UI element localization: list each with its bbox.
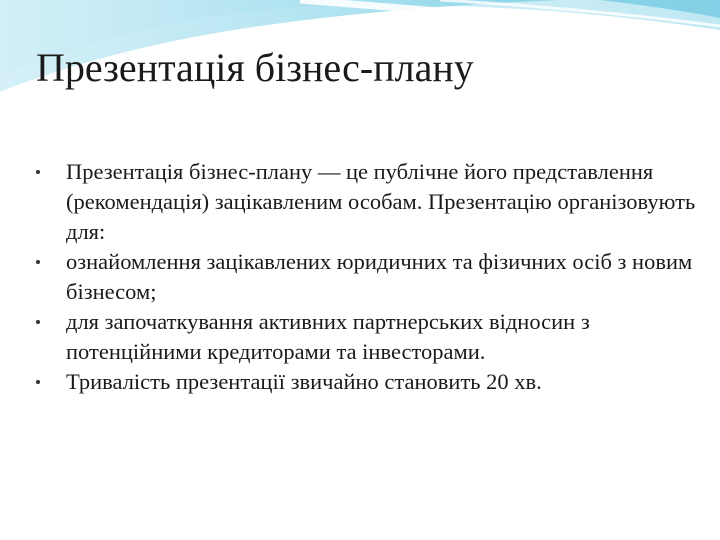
bullet-dot-icon [36, 170, 40, 174]
bullet-dot-icon [36, 320, 40, 324]
bullet-item [36, 157, 696, 247]
slide-title: Презентація бізнес-плану [36, 45, 474, 90]
bullet-text: Тривалість презентації звичайно становить 20 хв. [66, 369, 542, 394]
bullet-item [36, 247, 696, 307]
bullet-item [36, 307, 696, 367]
bullet-text: Презентація бізнес-плану — це публічне його представлення (рекомендація) зацікавленим особам. Презентацію організовують для: [66, 159, 696, 244]
bullet-list [36, 157, 696, 397]
bullet-item [36, 367, 696, 397]
bullet-text: ознайомлення зацікавлених юридичних та фізичних осіб з новим бізнесом; [66, 249, 693, 304]
bullet-dot-icon [36, 260, 40, 264]
bullet-text: для започаткування активних партнерських відносин з потенційними кредиторами та інвесторами. [66, 309, 590, 364]
bullet-dot-icon [36, 380, 40, 384]
